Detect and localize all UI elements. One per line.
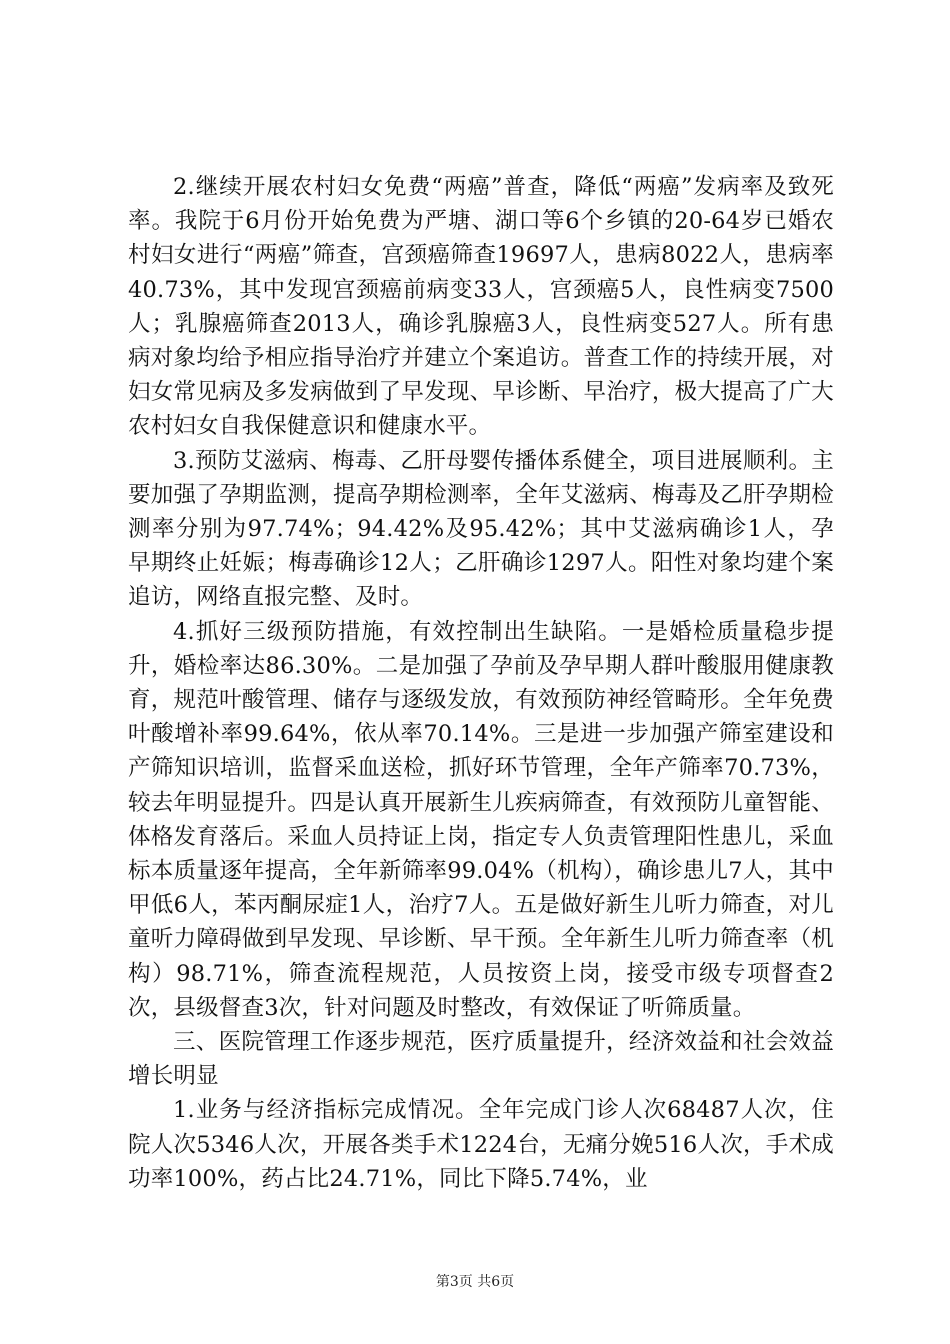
- document-body: [128, 170, 834, 1196]
- paragraph-mother-infant-transmission: 3.预防艾滋病、梅毒、乙肝母婴传播体系健全，项目进展顺利。主要加强了孕期监测，提高孕期检测率，全年艾滋病、梅毒及乙肝孕期检测率分别为97.74%；94.42%及95.42%；其中艾滋病确诊1人，孕早期终止妊娠；梅毒确诊12人；乙肝确诊1297人。阳性对象均建个案追访，网络直报完整、及时。: [128, 447, 834, 611]
- section-heading-hospital-management: 三、医院管理工作逐步规范，医疗质量提升，经济效益和社会效益增长明显: [128, 1029, 834, 1090]
- paragraph-business-indicators: 1.业务与经济指标完成情况。全年完成门诊人次68487人次，住院人次5346人次，开展各类手术1224台，无痛分娩516人次，手术成功率100%，药占比24.71%，同比下降5.74%，业: [128, 1097, 834, 1192]
- page-footer: 第3页 共6页: [435, 1274, 515, 1290]
- paragraph-birth-defect-prevention: 4.抓好三级预防措施，有效控制出生缺陷。一是婚检质量稳步提升，婚检率达86.30%。二是加强了孕前及孕早期人群叶酸服用健康教育，规范叶酸管理、储存与逐级发放，有效预防神经管畸形。全年免费叶酸增补率99.64%，依从率70.14%。三是进一步加强产筛室建设和产筛知识培训，监督采血送检，抓好环节管理，全年产筛率70.73%，较去年明显提升。四是认真开展新生儿疾病筛查，有效预防儿童智能、体格发育落后。采血人员持证上岗，指定专人负责管理阳性患儿，采血标本质量逐年提高，全年新筛率99.04%（机构），确诊患儿7人，其中甲低6人，苯丙酮尿症1人，治疗7人。五是做好新生儿听力筛查，对儿童听力障碍做到早发现、早诊断、早干预。全年新生儿听力筛查率（机构）98.71%，筛查流程规范，人员按资上岗，接受市级专项督查2次，县级督查3次，针对问题及时整改，有效保证了听筛质量。: [128, 618, 834, 1021]
- paragraph-rural-women-screening: 2.继续开展农村妇女免费“两癌”普查，降低“两癌”发病率及致死率。我院于6月份开始免费为严塘、湖口等6个乡镇的20-64岁已婚农村妇女进行“两癌”筛查，宫颈癌筛查19697人，患病8022人，患病率40.73%，其中发现宫颈癌前病变33人，宫颈癌5人，良性病变7500人；乳腺癌筛查2013人，确诊乳腺癌3人，良性病变527人。所有患病对象均给予相应指导治疗并建立个案追访。普查工作的持续开展，对妇女常见病及多发病做到了早发现、早诊断、早治疗，极大提高了广大农村妇女自我保健意识和健康水平。: [128, 174, 834, 440]
